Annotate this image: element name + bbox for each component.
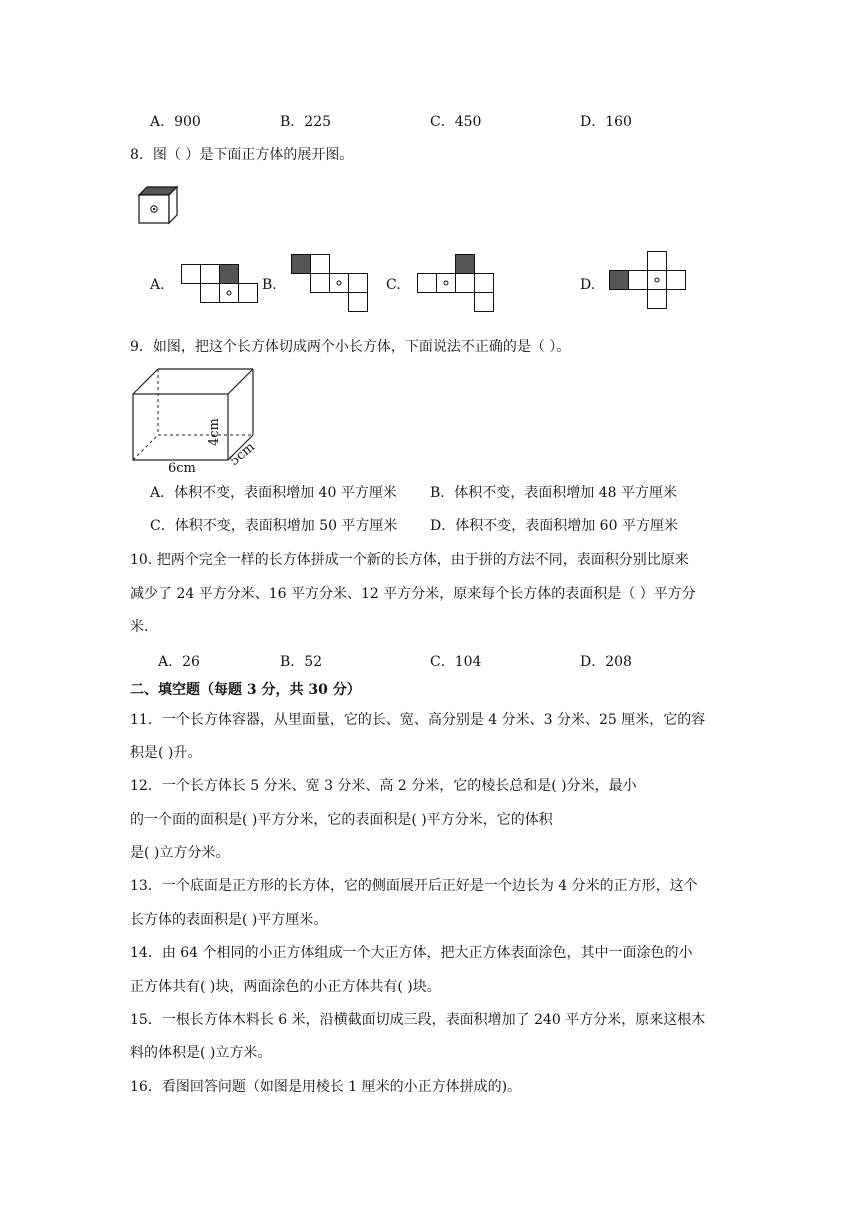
q11-line-2: 积是( )升。 <box>130 745 202 761</box>
q9-option-d: D．体积不变，表面积增加 60 平方厘米 <box>430 518 678 534</box>
q8-net-d <box>609 251 689 311</box>
q8-net-c <box>417 254 497 316</box>
q13-line-2: 长方体的表面积是( )平方厘米。 <box>130 912 328 928</box>
q9-width-label: 5cm <box>226 439 258 470</box>
q10-line-1: 10. 把两个完全一样的长方体拼成一个新的长方体，由于拼的方法不同，表面积分别比原来 <box>130 552 689 568</box>
q8-option-d-label: D. <box>580 277 596 293</box>
q8-option-b-label: B. <box>262 277 277 293</box>
q8-option-a-label: A. <box>150 277 165 293</box>
q12-line-3: 是( )立方分米。 <box>130 845 230 861</box>
q7-option-c: C．450 <box>430 114 482 130</box>
q14-line-1: 14．由 64 个相同的小正方体组成一个大正方体，把大正方体表面涂色，其中一面涂色的小 <box>130 945 693 961</box>
q8-cube-figure <box>138 186 180 226</box>
q14-line-2: 正方体共有( )块，两面涂色的小正方体共有( )块。 <box>130 979 441 995</box>
q10-option-a: A．26 <box>158 654 200 670</box>
q10-line-2: 减少了 24 平方分米、16 平方分米、12 平方分米，原来每个长方体的表面积是（ ）平方分 <box>130 586 696 602</box>
q9-stem: 9．如图，把这个长方体切成两个小长方体，下面说法不正确的是（ ）。 <box>130 339 571 355</box>
q16-stem: 16．看图回答问题（如图是用棱长 1 厘米的小正方体拼成的)。 <box>130 1079 522 1095</box>
q12-line-2: 的一个面的面积是( )平方分米，它的表面积是( )平方分米，它的体积 <box>130 812 553 828</box>
q9-length-label: 6cm <box>168 461 196 476</box>
section-2-title: 二、填空题（每题 3 分，共 30 分） <box>130 682 361 698</box>
q8-net-b <box>291 254 371 314</box>
q10-line-3: 米. <box>130 619 149 635</box>
q8-stem: 8．图（ ）是下面正方体的展开图。 <box>130 147 354 163</box>
q9-option-a: A．体积不变，表面积增加 40 平方厘米 <box>150 485 397 501</box>
q12-line-1: 12．一个长方体长 5 分米、宽 3 分米、高 2 分米，它的棱长总和是( )分米，最小 <box>130 778 637 794</box>
q9-option-b: B．体积不变，表面积增加 48 平方厘米 <box>430 485 678 501</box>
q10-option-c: C．104 <box>430 654 482 670</box>
q11-line-1: 11．一个长方体容器，从里面量，它的长、宽、高分别是 4 分米、3 分米、25 厘米，它的容 <box>130 712 706 728</box>
q10-option-b: B．52 <box>280 654 323 670</box>
q7-option-b: B．225 <box>280 114 332 130</box>
q9-height-label: 4cm <box>207 418 222 446</box>
q15-line-1: 15．一根长方体木料长 6 米，沿横截面切成三段，表面积增加了 240 平方分米，原来这根木 <box>130 1012 706 1028</box>
q7-option-d: D．160 <box>580 114 632 130</box>
q15-line-2: 料的体积是( )立方米。 <box>130 1045 272 1061</box>
q7-option-a: A．900 <box>150 114 201 130</box>
q13-line-1: 13．一个底面是正方形的长方体，它的侧面展开后正好是一个边长为 4 分米的正方形，这个 <box>130 878 698 894</box>
q9-option-c: C．体积不变，表面积增加 50 平方厘米 <box>150 518 398 534</box>
q8-net-a <box>181 264 261 304</box>
q10-option-d: D．208 <box>580 654 632 670</box>
q8-option-c-label: C. <box>386 277 401 293</box>
q9-cuboid-figure <box>128 366 268 476</box>
